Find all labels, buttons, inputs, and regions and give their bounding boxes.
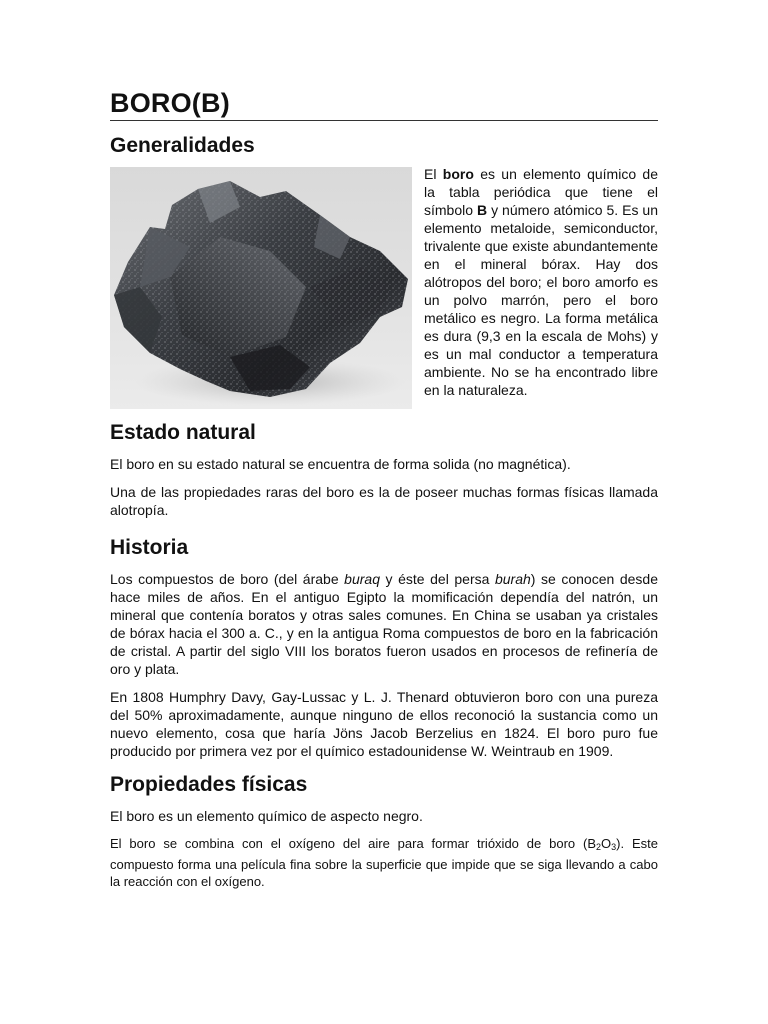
bold-symbol: B (477, 202, 488, 218)
heading-estado-natural: Estado natural (110, 421, 256, 444)
historia-paragraph-1: Los compuestos de boro (del árabe buraq y éste del persa burah) se conocen desde hace miles de años. En el antiguo Egipto la momificación dependía del natrón, un mineral que contenía boratos y otras sales comunes. En China se usaban ya cristales de bórax hacia el 300 a. C., y en la antigua Roma compuestos de boro en la fabricación de cristal. A partir del siglo VIII los boratos fueron usados en procesos de refinería de oro y plata. (110, 571, 658, 677)
heading-historia: Historia (110, 536, 189, 559)
boron-mineral-image (110, 167, 412, 409)
heading-generalidades: Generalidades (110, 134, 255, 157)
propiedades-paragraph-1: El boro es un elemento químico de aspecto negro. (110, 808, 423, 824)
estado-paragraph-2: Una de las propiedades raras del boro es la de poseer muchas formas físicas llamada alotropía. (110, 484, 658, 518)
bold-boro: boro (442, 166, 474, 182)
intro-paragraph: El boro es un elemento químico de la tabla periódica que tiene el símbolo B y número atómico 5. Es un elemento metaloide, semiconductor, trivalente que existe abundantemente en el mineral bórax. Hay dos alótropos del boro; el boro amorfo es un polvo marrón, pero el boro metálico es negro. La forma metálica es dura (9,3 en la escala de Mohs) y es un mal conductor a temperatura ambiente. No se ha encontrado libre en la naturaleza. (424, 166, 658, 398)
estado-paragraph-1: El boro en su estado natural se encuentra de forma solida (no magnética). (110, 456, 571, 472)
heading-propiedades-fisicas: Propiedades físicas (110, 773, 308, 796)
intro-block (110, 167, 658, 409)
historia-paragraph-2: En 1808 Humphry Davy, Gay-Lussac y L. J. Thenard obtuvieron boro con una pureza del 50% aproximadamente, aunque ninguno de ellos reconoció la sustancia como un nuevo elemento, cosa que haría Jöns Jacob Berzelius en 1824. El boro puro fue producido por primera vez por el químico estadounidense W. Weintraub en 1909. (110, 689, 658, 759)
propiedades-paragraph-2: El boro se combina con el oxígeno del aire para formar trióxido de boro $(B_2O_3)$. Este compuesto forma una película fina sobre la superficie que impide que se siga llevando a cabo la reacción con el oxígeno. (110, 836, 658, 889)
document-page (110, 86, 658, 890)
page-title: BORO(B) (110, 86, 658, 121)
